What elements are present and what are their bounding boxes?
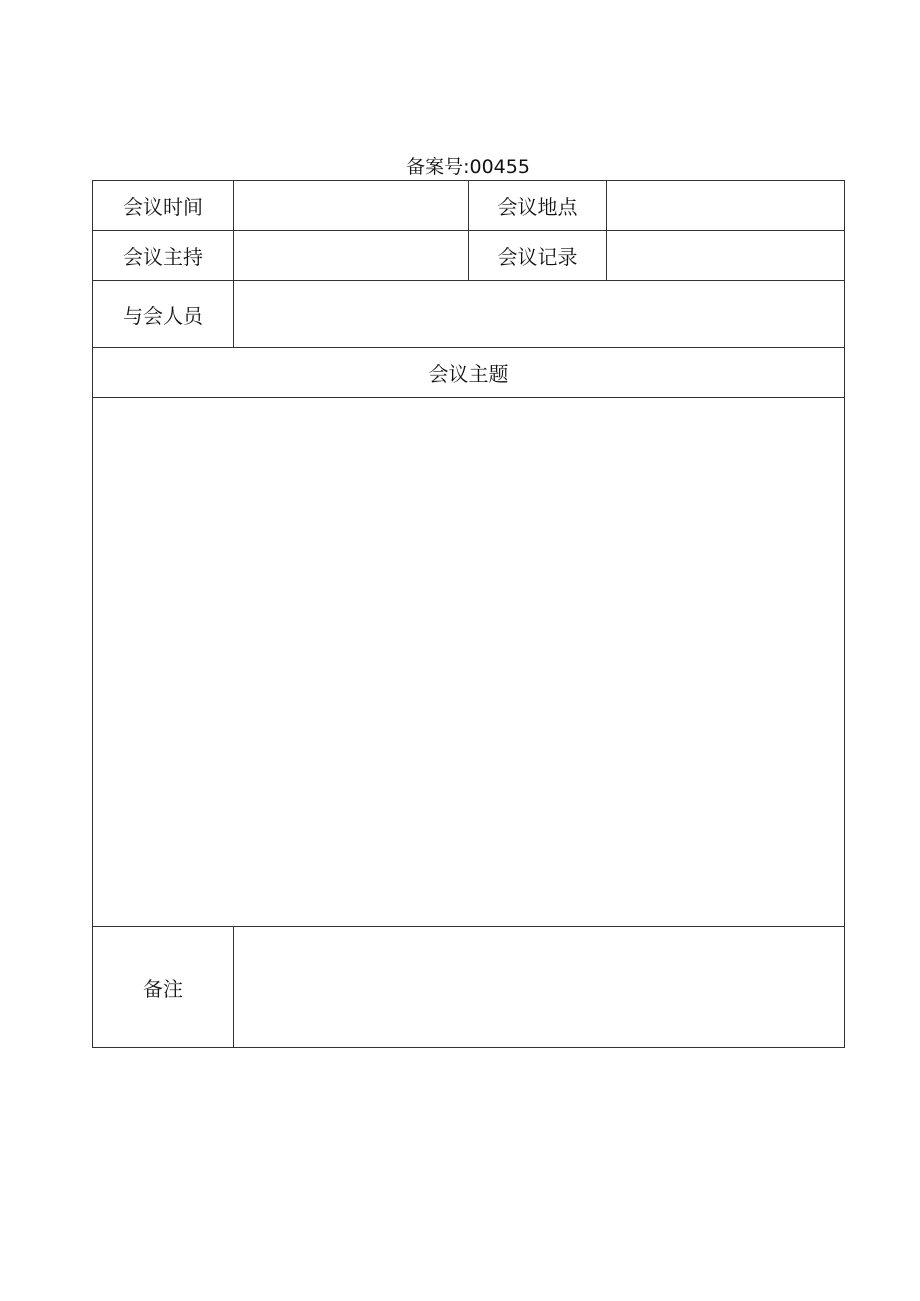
meeting-location-field[interactable] bbox=[607, 181, 845, 231]
meeting-topic-field[interactable] bbox=[93, 398, 845, 927]
table-row bbox=[93, 281, 845, 348]
meeting-host-label: 会议主持 bbox=[93, 231, 234, 281]
meeting-host-field[interactable] bbox=[234, 231, 469, 281]
table-row bbox=[93, 181, 845, 231]
meeting-time-field[interactable] bbox=[234, 181, 469, 231]
meeting-topic-heading: 会议主题 bbox=[93, 348, 845, 398]
remarks-label: 备注 bbox=[93, 927, 234, 1048]
remarks-field[interactable] bbox=[234, 927, 845, 1048]
table-row bbox=[93, 927, 845, 1048]
meeting-location-label: 会议地点 bbox=[469, 181, 607, 231]
record-number-label: 备案号 bbox=[406, 156, 464, 178]
meeting-time-label: 会议时间 bbox=[93, 181, 234, 231]
attendees-field[interactable] bbox=[234, 281, 845, 348]
table-row bbox=[93, 231, 845, 281]
record-number-value: 00455 bbox=[469, 156, 530, 178]
table-row bbox=[93, 398, 845, 927]
record-number bbox=[0, 154, 920, 180]
record-number-separator: : bbox=[463, 156, 470, 178]
meeting-minutes-table bbox=[92, 180, 845, 1048]
table-row bbox=[93, 348, 845, 398]
meeting-recorder-field[interactable] bbox=[607, 231, 845, 281]
attendees-label: 与会人员 bbox=[93, 281, 234, 348]
meeting-recorder-label: 会议记录 bbox=[469, 231, 607, 281]
